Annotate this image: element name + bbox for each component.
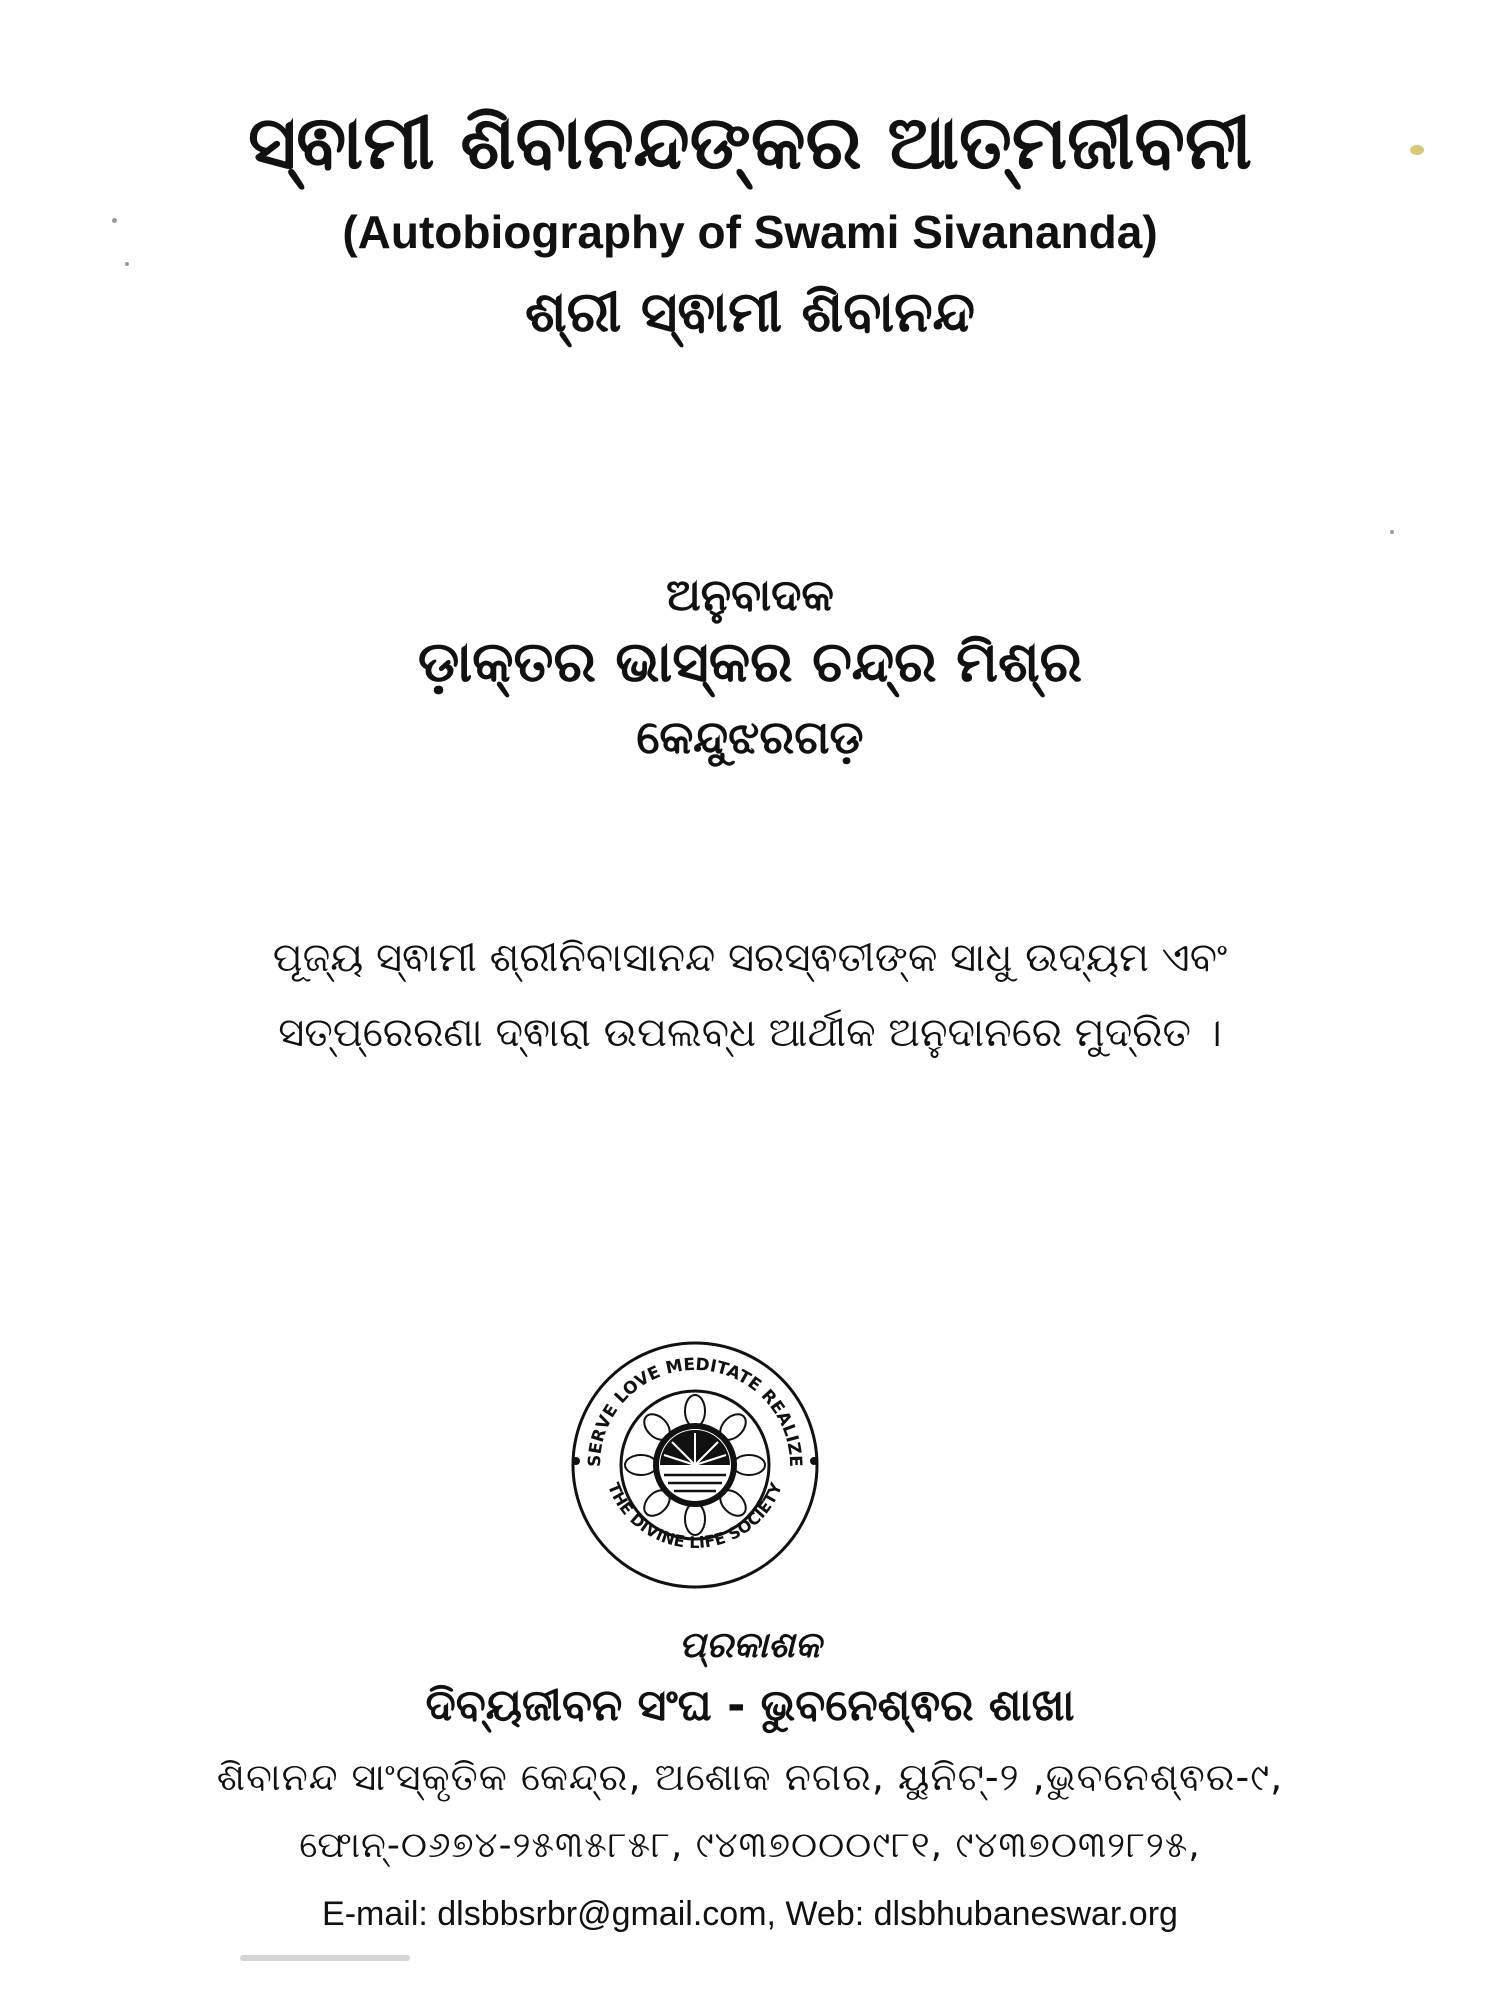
scan-speck	[1390, 530, 1394, 534]
publisher-address: ଶିବାନନ୍ଦ ସାଂସ୍କୃତିକ କେନ୍ଦ୍ର, ଅଶୋକ ନଗର, ୟୁନିଟ୍‌-୨ ,ଭୁବନେଶ୍ଵର-୯,	[216, 1755, 1284, 1799]
translator-name: ଡ଼ାକ୍ତର ଭାସ୍କର ଚନ୍ଦ୍ର ମିଶ୍ର	[417, 630, 1083, 695]
publisher-phone: ଫୋନ୍‌-୦୬୭୪-୨୫୩୫୮୫୮, ୯୪୩୭୦୦୦୯୮୧, ୯୪୩୭୦୩୨୮୨୫,	[299, 1825, 1201, 1866]
scan-speck	[1410, 145, 1424, 155]
page-title-odia: ସ୍ଵାମୀ ଶିବାନନ୍ଦଙ୍କର ଆତ୍ମଜୀବନୀ	[248, 100, 1252, 186]
translator-label: ଅନୁବାଦକ	[666, 570, 834, 621]
divine-life-society-logo	[560, 1325, 830, 1595]
logo-emblem-icon	[560, 1325, 830, 1595]
sponsor-note-line-2: ସତ୍‌ପ୍ରେରଣା ଦ୍ଵାରା ଉପଲବ୍ଧ ଆର୍ଥୀକ ଅନୁଦାନରେ ମୁଦ୍ରିତ ।	[278, 1010, 1222, 1056]
author-name: ଶ୍ରୀ ସ୍ଵାମୀ ଶିବାନନ୍ଦ	[525, 280, 975, 345]
translator-place: କେନ୍ଦୁଝରଗଡ଼	[636, 710, 864, 764]
scan-speck	[240, 1955, 410, 1961]
sponsor-note-line-1: ପୂଜ୍ୟ ସ୍ଵାମୀ ଶ୍ରୀନିବାସାନନ୍ଦ ସରସ୍ଵତୀଙ୍କ ସାଧୁ ଉଦ୍ୟମ ଏବଂ	[272, 935, 1228, 981]
logo-top-text: SERVE LOVE MEDITATE REALIZE	[584, 1354, 806, 1468]
scan-speck	[112, 218, 117, 223]
publisher-name: ଦିବ୍ୟଜୀବନ ସଂଘ - ଭୁବନେଶ୍ଵର ଶାଖା	[425, 1680, 1075, 1731]
publisher-label: ପ୍ରକାଶକ	[678, 1625, 822, 1666]
publisher-contact: E-mail: dlsbbsrbr@gmail.com, Web: dlsbhubaneswar.org	[322, 1895, 1178, 1933]
scan-speck	[125, 262, 129, 266]
page-title-english: (Autobiography of Swami Sivananda)	[342, 206, 1158, 258]
logo-bottom-text: THE DIVINE LIFE SOCIETY	[604, 1479, 786, 1552]
